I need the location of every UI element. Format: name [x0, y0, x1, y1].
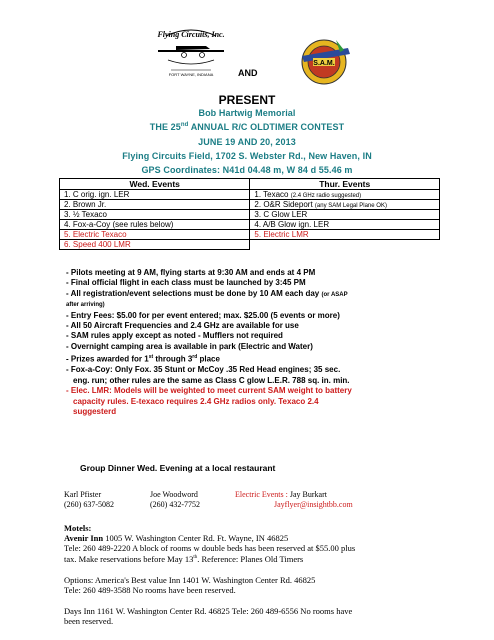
rule-continuation: eng. run; other rules are the same as Class C glow L.E.R. 788 sq. in. min. — [73, 375, 350, 385]
dinner-note: Group Dinner Wed. Evening at a local restaurant — [80, 463, 276, 473]
thur-event-2: 2. O&R Sideport (any SAM Legal Plane OK) — [250, 200, 440, 210]
memorial-title: Bob Hartwig Memorial — [198, 108, 296, 118]
logo-tagline: FORT WAYNE, INDIANA — [168, 72, 214, 77]
contact-name: Karl Pfister — [64, 490, 102, 499]
wed-event-5: 5. Electric Texaco — [60, 230, 250, 240]
contact-email: Jayflyer@insightbb.com — [274, 500, 353, 509]
sam-logo-text: S.A.M. — [313, 60, 335, 67]
rule-item: - Fox-a-Coy: Only Fox. 35 Stunt or McCoy .35 Red Head engines; 35 sec. — [66, 365, 341, 375]
table-row — [60, 190, 440, 200]
and-text: AND — [238, 68, 258, 78]
contact-phone: (260) 637-5082 — [64, 500, 114, 509]
table-row — [60, 210, 440, 220]
motel-line: Avenir Inn 1005 W. Washington Center Rd. Ft. Wayne, IN 46825 — [64, 533, 289, 543]
thur-event-3: 3. C Glow LER — [250, 210, 440, 220]
rule-item: - SAM rules apply except as noted - Mufflers not required — [66, 331, 283, 341]
motels-section — [64, 523, 484, 626]
events-header-row — [60, 179, 440, 190]
present-heading: PRESENT — [218, 93, 276, 107]
rule-item: - All 50 Aircraft Frequencies and 2.4 GHz are available for use — [66, 321, 299, 331]
motel-line: Tele: 260 489-2220 A block of rooms w double beds has been reserved at $55.00 plus — [64, 543, 356, 553]
rule-item: - Elec. LMR: Models will be weighted to meet current SAM weight to battery — [66, 386, 352, 396]
thur-events-header: Thur. Events — [250, 179, 440, 190]
wed-event-1: 1. C orig. ign. LER — [60, 190, 250, 200]
rules-list — [66, 268, 406, 417]
thur-event-5: 5. Electric LMR — [250, 230, 440, 240]
table-row — [60, 220, 440, 230]
contact-name: Joe Woodword — [150, 490, 198, 499]
logo-wordmark: Flying Circuits, Inc. — [157, 30, 225, 39]
motel-line: Days Inn 1161 W. Washington Center Rd. 46825 Tele: 260 489-6556 No rooms have — [64, 605, 353, 616]
motel-line: Tele: 260 489-3588 No rooms have been reserved. — [64, 584, 236, 595]
table-row — [60, 240, 440, 250]
rule-continuation: capacity rules. E-texaco requires 2.4 GHz radios only. Texaco 2.4 — [73, 396, 319, 406]
gps-coordinates: GPS Coordinates: N41d 04.48 m, W 84 d 55.46 m — [141, 165, 353, 175]
sam-badge-icon — [296, 34, 354, 88]
rule-item: - Entry Fees: $5.00 for per event entered; max. $25.00 (5 events or more) — [66, 310, 340, 320]
rule-continuation: after arriving) — [66, 302, 105, 309]
rule-item: - Pilots meeting at 9 AM, flying starts at 9:30 AM and ends at 4 PM — [66, 268, 316, 277]
rule-item: - Overnight camping area is available in park (Electric and Water) — [66, 341, 313, 351]
motels-heading: Motels: — [64, 523, 92, 533]
wed-events-header: Wed. Events — [60, 179, 250, 190]
wed-event-2: 2. Brown Jr. — [60, 200, 250, 210]
sam-logo — [296, 34, 354, 88]
thur-event-1: 1. Texaco (2.4 GHz radio suggested) — [250, 190, 440, 200]
rule-continuation: suggesterd — [73, 406, 117, 416]
table-row — [60, 230, 440, 240]
motel-line: been reserved. — [64, 615, 114, 626]
contest-dates: JUNE 19 AND 20, 2013 — [198, 137, 296, 147]
wed-event-3: 3. ½ Texaco — [60, 210, 250, 220]
rule-item: - Final official flight in each class must be launched by 3:45 PM — [66, 278, 306, 288]
rule-item: - All registration/event selections must be done by 10 AM each day (or ASAP — [66, 288, 348, 298]
contest-title: THE 25nd ANNUAL R/C OLDTIMER CONTEST — [149, 122, 345, 132]
rule-item: - Prizes awarded for 1st through 3rd place — [66, 354, 220, 364]
motel-line: Options: America's Best value Inn 1401 W. Washington Center Rd. 46825 — [64, 574, 316, 585]
contest-location: Flying Circuits Field, 1702 S. Webster Rd., New Haven, IN — [122, 151, 372, 161]
table-row — [60, 200, 440, 210]
motel-line: tax. Make reservations before May 13th. Reference: Planes Old Timers — [64, 553, 304, 564]
contact-phone: (260) 432-7752 — [150, 500, 200, 509]
wed-event-4: 4. Fox-a-Coy (see rules below) — [60, 220, 250, 230]
empty-cell — [250, 240, 440, 250]
flying-circuits-logo — [146, 22, 236, 80]
wed-event-6: 6. Speed 400 LMR — [60, 240, 250, 250]
electric-events-contact: Electric Events : Jay Burkart — [235, 490, 327, 499]
thur-event-4: 4. A/B Glow ign. LER — [250, 220, 440, 230]
events-table — [59, 178, 440, 250]
